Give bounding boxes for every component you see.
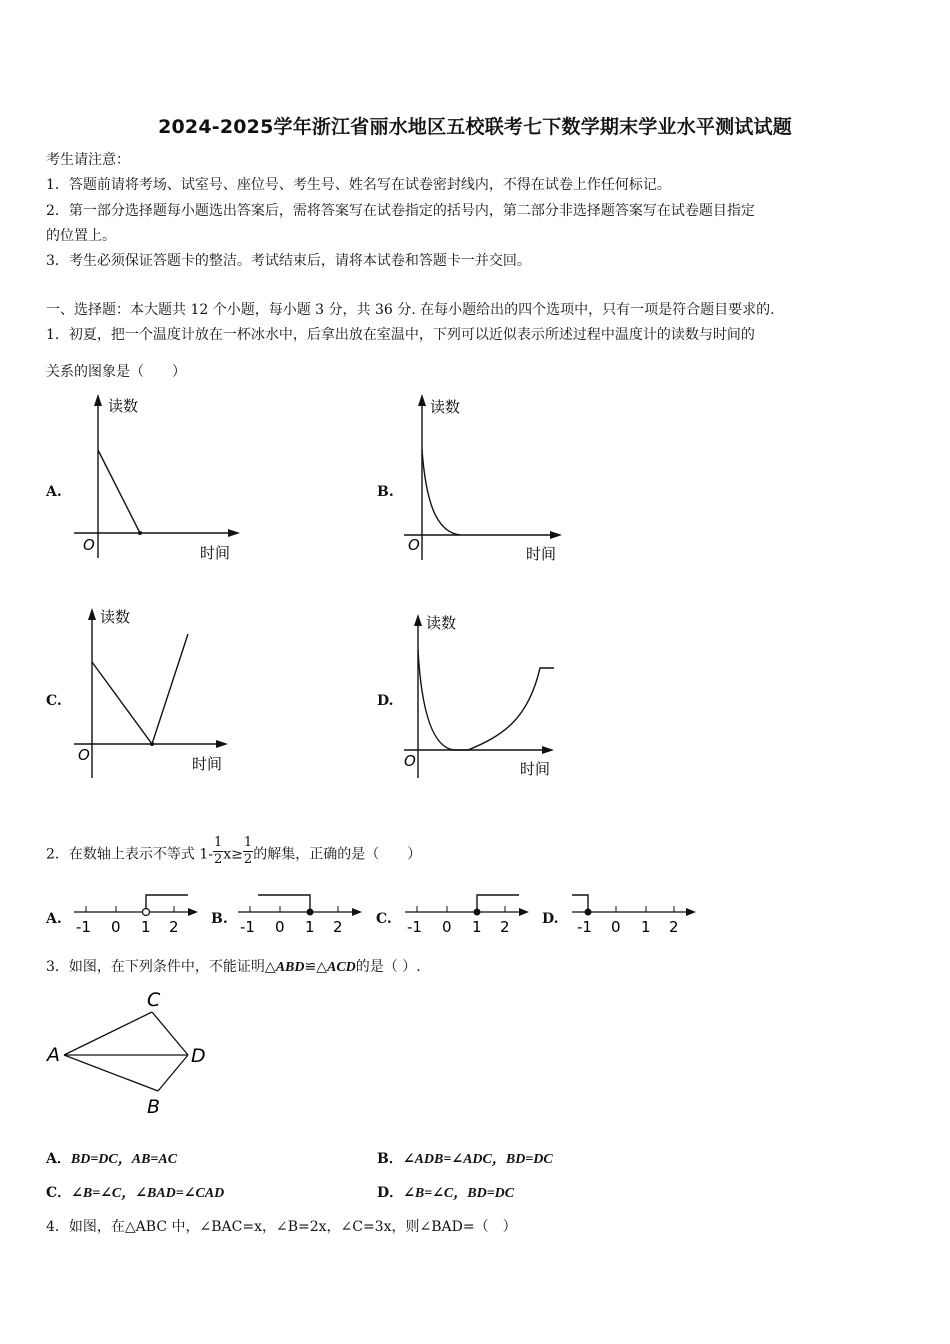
q1-option-a-label[interactable]: A. <box>46 484 62 500</box>
q3-option-b[interactable] <box>377 1149 553 1170</box>
q1-d-y-label: 读数 <box>426 614 457 632</box>
q2-b-tick-4: 2 <box>333 918 343 936</box>
q3-option-a-text: BD=DC，AB=AC <box>70 1152 178 1167</box>
q4-stem: 4．如图，在△ABC 中，∠BAC=x，∠B=2x，∠C=3x，则∠BAD=（ ） <box>46 1219 517 1235</box>
q3-point-a: A <box>47 1044 60 1066</box>
q3-option-c-text: ∠B=∠C，∠BAD=∠CAD <box>71 1186 225 1201</box>
q2-suffix: 的解集，正确的是（ ） <box>253 846 422 863</box>
q2-a-tick-3: 1 <box>141 918 151 936</box>
q2-numberline-b <box>232 888 368 938</box>
q1-b-x-label: 时间 <box>526 545 557 563</box>
q1-graph-c <box>62 600 252 780</box>
q1-c-origin: O <box>78 746 90 764</box>
q2-a-tick-4: 2 <box>169 918 179 936</box>
q3-suffix: 的是（ ）. <box>355 959 421 975</box>
q2-prefix: 2．在数轴上表示不等式 1- <box>46 846 213 863</box>
q3-triangle-2: ACD <box>326 960 356 975</box>
q1-b-origin: O <box>408 536 420 554</box>
q2-numberline-c <box>399 888 535 938</box>
q2-d-tick-2: 0 <box>611 918 621 936</box>
q1-text-line2: 关系的图象是（ ） <box>46 364 186 380</box>
q2-option-c-label[interactable]: C. <box>376 911 392 927</box>
q2-frac1-den: 2 <box>214 852 223 867</box>
q2-numberline-a <box>68 888 204 938</box>
q3-option-c[interactable] <box>46 1183 224 1204</box>
section-heading: 一、选择题：本大题共 12 个小题，每小题 3 分，共 36 分. 在每小题给出的四个选项中，只有一项是符合题目要求的. <box>46 302 775 318</box>
q3-option-a-label: A． <box>46 1151 71 1167</box>
q2-b-tick-2: 0 <box>275 918 285 936</box>
q2-c-tick-2: 0 <box>442 918 452 936</box>
q1-c-y-label: 读数 <box>100 608 131 626</box>
q2-c-tick-3: 1 <box>472 918 482 936</box>
q2-d-tick-1: -1 <box>577 918 592 936</box>
q1-d-x-label: 时间 <box>520 760 551 778</box>
q1-a-x-label: 时间 <box>200 544 231 562</box>
q3-point-d: D <box>191 1045 206 1067</box>
q3-prefix: 3．如图，在下列条件中，不能证明△ <box>46 959 276 975</box>
q2-option-b-label[interactable]: B. <box>211 911 228 927</box>
q2-mid: x≥ <box>223 846 243 863</box>
q3-cong: ≌△ <box>304 959 327 975</box>
q2-b-tick-3: 1 <box>305 918 315 936</box>
q1-option-c-label[interactable]: C. <box>46 693 62 709</box>
q2-d-tick-3: 1 <box>641 918 651 936</box>
q3-point-c: C <box>147 989 161 1011</box>
notice-item-1: 1．答题前请将考场、试室号、座位号、考生号、姓名写在试卷密封线内，不得在试卷上作任何标记。 <box>46 177 671 193</box>
q2-d-tick-4: 2 <box>669 918 679 936</box>
notice-item-2-cont: 的位置上。 <box>46 228 116 244</box>
q3-stem <box>46 957 421 978</box>
q2-fraction-1 <box>213 835 223 868</box>
q3-option-a[interactable] <box>46 1149 177 1170</box>
q1-graph-a <box>62 390 252 570</box>
page-title: 2024-2025学年浙江省丽水地区五校联考七下数学期末学业水平测试试题 <box>158 116 792 138</box>
q1-a-origin: O <box>83 536 95 554</box>
q3-point-b: B <box>147 1096 161 1118</box>
q1-option-b-label[interactable]: B. <box>377 484 394 500</box>
q3-option-d-label: D． <box>377 1185 404 1201</box>
q3-option-d-text: ∠B=∠C，BD=DC <box>403 1186 515 1201</box>
q2-a-tick-2: 0 <box>111 918 121 936</box>
q3-option-b-label: B． <box>377 1151 403 1167</box>
q3-figure <box>40 985 230 1120</box>
q1-c-x-label: 时间 <box>192 755 223 773</box>
q2-frac2-den: 2 <box>243 852 253 867</box>
q2-frac2-num: 1 <box>243 835 253 850</box>
q2-a-tick-1: -1 <box>76 918 91 936</box>
q2-frac1-num: 1 <box>214 835 223 850</box>
q3-option-b-text: ∠ADB=∠ADC，BD=DC <box>402 1152 553 1167</box>
q3-triangle-1: ABD <box>275 960 305 975</box>
q2-option-d-label[interactable]: D. <box>542 911 559 927</box>
q1-text-line1: 1．初夏，把一个温度计放在一杯冰水中，后拿出放在室温中，下列可以近似表示所述过程中温度计的读数与时间的 <box>46 327 755 343</box>
q1-d-origin: O <box>404 752 416 770</box>
q1-graph-b <box>392 392 582 572</box>
q2-c-tick-4: 2 <box>500 918 510 936</box>
q2-option-a-label[interactable]: A. <box>46 911 62 927</box>
q1-option-d-label[interactable]: D. <box>377 693 394 709</box>
notice-item-2: 2．第一部分选择题每小题选出答案后，需将答案写在试卷指定的括号内，第二部分非选择题答案写在试卷题目指定 <box>46 203 755 219</box>
q3-option-d[interactable] <box>377 1183 514 1204</box>
q2-c-tick-1: -1 <box>407 918 422 936</box>
q2-fraction-2 <box>243 835 253 868</box>
q1-a-y-label: 读数 <box>108 397 139 415</box>
q2-numberline-d <box>566 888 702 938</box>
q1-graph-d <box>392 602 582 782</box>
q2-stem <box>46 835 422 871</box>
notice-heading: 考生请注意： <box>46 152 130 168</box>
notice-item-3: 3．考生必须保证答题卡的整洁。考试结束后，请将本试卷和答题卡一并交回。 <box>46 253 531 269</box>
q1-b-y-label: 读数 <box>430 398 461 416</box>
q3-option-c-label: C． <box>46 1185 72 1201</box>
q2-b-tick-1: -1 <box>240 918 255 936</box>
